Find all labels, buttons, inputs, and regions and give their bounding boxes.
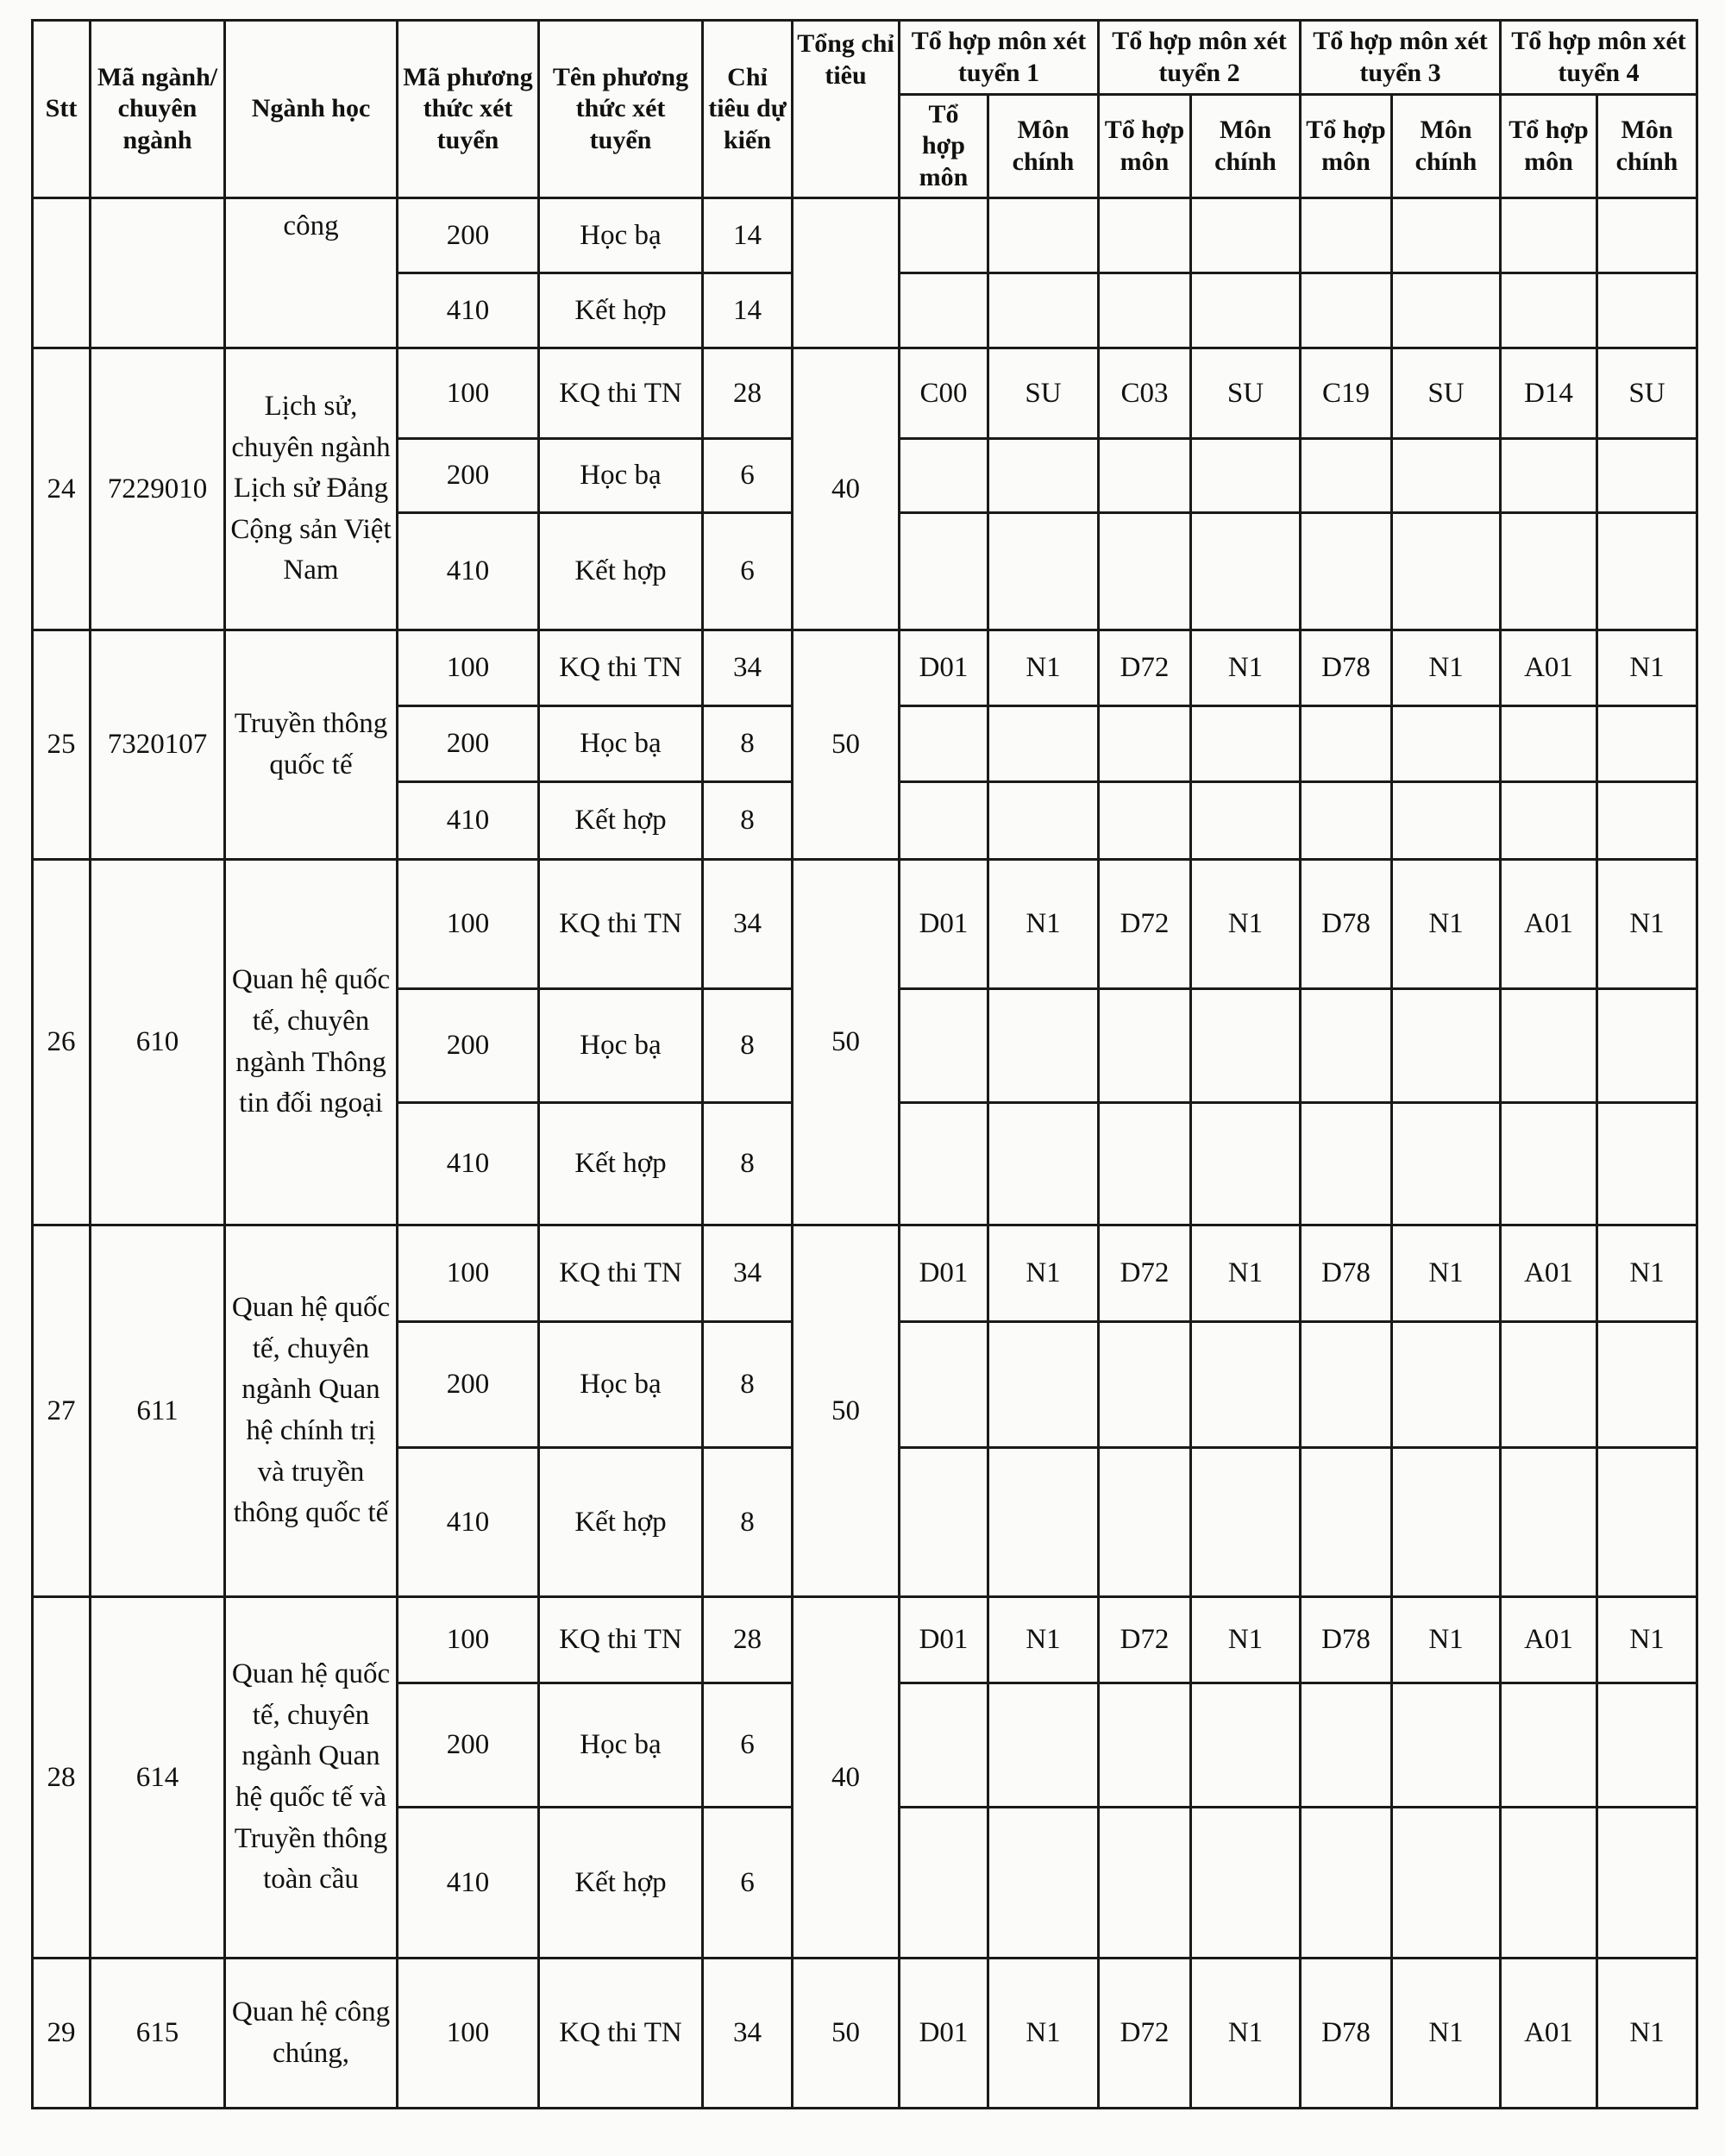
combo-cell: C03 <box>1099 348 1191 439</box>
header-to-hop-mon: Tổ hợp môn <box>1099 95 1191 198</box>
method-name-cell: Kết hợp <box>539 273 703 348</box>
method-name-cell: Kết hợp <box>539 513 703 630</box>
total-cell: 50 <box>793 860 900 1225</box>
combo-cell: A01 <box>1501 1597 1597 1683</box>
combo-cell: D78 <box>1301 860 1392 989</box>
main-subject-cell: N1 <box>988 860 1099 989</box>
method-code-cell: 200 <box>398 1322 539 1448</box>
quota-cell: 14 <box>703 198 793 273</box>
method-name-cell: KQ thi TN <box>539 1959 703 2109</box>
stt-cell: 28 <box>33 1597 91 1959</box>
combo-cell: D78 <box>1301 1225 1392 1322</box>
combo-cell: D78 <box>1301 630 1392 706</box>
table-row <box>33 1959 1697 2109</box>
header-tong-chi-tieu: Tổng chỉ tiêu <box>793 21 900 198</box>
stt-cell <box>33 198 91 348</box>
method-code-cell: 100 <box>398 348 539 439</box>
table-row <box>33 348 1697 439</box>
quota-cell: 28 <box>703 348 793 439</box>
header-mon-chinh: Môn chính <box>1392 95 1501 198</box>
header-nganh-hoc: Ngành học <box>225 21 398 198</box>
method-name-cell: KQ thi TN <box>539 1225 703 1322</box>
header-stt: Stt <box>33 21 91 198</box>
major-cell: Truyền thông quốc tế <box>225 630 398 860</box>
quota-cell: 8 <box>703 1448 793 1597</box>
code-cell <box>91 198 225 348</box>
quota-cell: 8 <box>703 706 793 782</box>
main-subject-cell: SU <box>988 348 1099 439</box>
combo-cell: D72 <box>1099 1225 1191 1322</box>
combo-cell: D78 <box>1301 1959 1392 2109</box>
main-subject-cell: N1 <box>1191 1597 1301 1683</box>
table-row <box>33 1597 1697 1683</box>
header-mon-chinh: Môn chính <box>1597 95 1697 198</box>
header-to-hop-mon: Tổ hợp môn <box>1301 95 1392 198</box>
header-to-hop-mon: Tổ hợp môn <box>900 95 988 198</box>
method-name-cell: KQ thi TN <box>539 1597 703 1683</box>
main-subject-cell: N1 <box>988 1959 1099 2109</box>
header-ten-phuong-thuc: Tên phương thức xét tuyển <box>539 21 703 198</box>
method-name-cell: Kết hợp <box>539 1808 703 1959</box>
quota-cell: 34 <box>703 630 793 706</box>
combo-cell: D01 <box>900 630 988 706</box>
combo-cell: A01 <box>1501 1225 1597 1322</box>
code-cell: 610 <box>91 860 225 1225</box>
main-subject-cell: N1 <box>988 1225 1099 1322</box>
header-mon-chinh: Môn chính <box>1191 95 1301 198</box>
admission-table <box>31 19 1698 2109</box>
method-code-cell: 200 <box>398 198 539 273</box>
method-name-cell: Kết hợp <box>539 1103 703 1225</box>
main-subject-cell: N1 <box>1392 1597 1501 1683</box>
method-code-cell: 410 <box>398 1103 539 1225</box>
method-name-cell: Học bạ <box>539 1683 703 1808</box>
quota-cell: 34 <box>703 1225 793 1322</box>
method-name-cell: KQ thi TN <box>539 860 703 989</box>
code-cell: 7229010 <box>91 348 225 630</box>
header-ma-nganh: Mã ngành/ chuyên ngành <box>91 21 225 198</box>
header-to-hop-mon: Tổ hợp môn <box>1501 95 1597 198</box>
method-code-cell: 410 <box>398 1808 539 1959</box>
quota-cell: 8 <box>703 782 793 860</box>
combo-cell: D14 <box>1501 348 1597 439</box>
main-subject-cell: N1 <box>988 630 1099 706</box>
combo-cell: D01 <box>900 1597 988 1683</box>
main-subject-cell: SU <box>1597 348 1697 439</box>
stt-cell: 24 <box>33 348 91 630</box>
table-row <box>33 860 1697 989</box>
main-subject-cell: N1 <box>1191 1959 1301 2109</box>
header-group-2: Tổ hợp môn xét tuyển 2 <box>1099 21 1301 95</box>
main-subject-cell: N1 <box>1392 860 1501 989</box>
total-cell: 40 <box>793 1597 900 1959</box>
quota-cell: 34 <box>703 1959 793 2109</box>
method-name-cell: Học bạ <box>539 706 703 782</box>
method-name-cell: Học bạ <box>539 1322 703 1448</box>
code-cell: 7320107 <box>91 630 225 860</box>
header-group-1: Tổ hợp môn xét tuyển 1 <box>900 21 1099 95</box>
total-cell: 50 <box>793 1959 900 2109</box>
combo-cell: A01 <box>1501 1959 1597 2109</box>
header-mon-chinh: Môn chính <box>988 95 1099 198</box>
stt-cell: 26 <box>33 860 91 1225</box>
main-subject-cell: SU <box>1392 348 1501 439</box>
combo-cell: C19 <box>1301 348 1392 439</box>
main-subject-cell: N1 <box>1597 860 1697 989</box>
code-cell: 611 <box>91 1225 225 1597</box>
code-cell: 614 <box>91 1597 225 1959</box>
major-cell: Quan hệ quốc tế, chuyên ngành Quan hệ quốc tế và Truyền thông toàn cầu <box>225 1597 398 1959</box>
total-cell: 50 <box>793 630 900 860</box>
header-chi-tieu-du-kien: Chỉ tiêu dự kiến <box>703 21 793 198</box>
combo-cell: D72 <box>1099 1597 1191 1683</box>
total-cell: 40 <box>793 348 900 630</box>
main-subject-cell: N1 <box>1392 1959 1501 2109</box>
combo-cell: D01 <box>900 860 988 989</box>
stt-cell: 25 <box>33 630 91 860</box>
method-code-cell: 410 <box>398 273 539 348</box>
method-code-cell: 100 <box>398 860 539 989</box>
main-subject-cell: SU <box>1191 348 1301 439</box>
method-name-cell: Kết hợp <box>539 1448 703 1597</box>
main-subject-cell: N1 <box>1191 1225 1301 1322</box>
quota-cell: 8 <box>703 1322 793 1448</box>
major-cell: công <box>225 198 398 348</box>
combo-cell: D72 <box>1099 1959 1191 2109</box>
header-group-4: Tổ hợp môn xét tuyển 4 <box>1501 21 1697 95</box>
combo-cell: A01 <box>1501 860 1597 989</box>
quota-cell: 8 <box>703 1103 793 1225</box>
method-code-cell: 100 <box>398 1597 539 1683</box>
combo-cell: D01 <box>900 1225 988 1322</box>
main-subject-cell: N1 <box>1597 630 1697 706</box>
combo-cell: C00 <box>900 348 988 439</box>
major-cell: Lịch sử, chuyên ngành Lịch sử Đảng Cộng sản Việt Nam <box>225 348 398 630</box>
method-code-cell: 410 <box>398 782 539 860</box>
quota-cell: 34 <box>703 860 793 989</box>
method-code-cell: 200 <box>398 706 539 782</box>
combo-cell: D78 <box>1301 1597 1392 1683</box>
method-code-cell: 100 <box>398 630 539 706</box>
main-subject-cell: N1 <box>1597 1225 1697 1322</box>
method-code-cell: 200 <box>398 439 539 513</box>
main-subject-cell: N1 <box>1392 1225 1501 1322</box>
code-cell: 615 <box>91 1959 225 2109</box>
major-cell: Quan hệ quốc tế, chuyên ngành Quan hệ chính trị và truyền thông quốc tế <box>225 1225 398 1597</box>
main-subject-cell: N1 <box>1191 630 1301 706</box>
combo-cell: A01 <box>1501 630 1597 706</box>
method-name-cell: KQ thi TN <box>539 630 703 706</box>
header-row-top <box>33 21 1697 95</box>
major-cell: Quan hệ quốc tế, chuyên ngành Thông tin đối ngoại <box>225 860 398 1225</box>
header-group-3: Tổ hợp môn xét tuyển 3 <box>1301 21 1501 95</box>
quota-cell: 8 <box>703 989 793 1103</box>
method-code-cell: 410 <box>398 513 539 630</box>
method-code-cell: 200 <box>398 1683 539 1808</box>
method-code-cell: 100 <box>398 1959 539 2109</box>
major-cell: Quan hệ công chúng, <box>225 1959 398 2109</box>
method-name-cell: KQ thi TN <box>539 348 703 439</box>
table-row <box>33 630 1697 706</box>
total-cell: 50 <box>793 1225 900 1597</box>
main-subject-cell: N1 <box>1597 1597 1697 1683</box>
quota-cell: 28 <box>703 1597 793 1683</box>
header-ma-phuong-thuc: Mã phương thức xét tuyển <box>398 21 539 198</box>
table-row <box>33 198 1697 273</box>
table-row <box>33 1225 1697 1322</box>
method-code-cell: 200 <box>398 989 539 1103</box>
method-code-cell: 410 <box>398 1448 539 1597</box>
combo-cell: D72 <box>1099 860 1191 989</box>
combo-cell: D72 <box>1099 630 1191 706</box>
quota-cell: 6 <box>703 513 793 630</box>
quota-cell: 6 <box>703 1808 793 1959</box>
stt-cell: 29 <box>33 1959 91 2109</box>
method-code-cell: 100 <box>398 1225 539 1322</box>
method-name-cell: Học bạ <box>539 989 703 1103</box>
combo-cell: D01 <box>900 1959 988 2109</box>
main-subject-cell: N1 <box>1392 630 1501 706</box>
method-name-cell: Học bạ <box>539 439 703 513</box>
total-cell <box>793 198 900 348</box>
main-subject-cell: N1 <box>1597 1959 1697 2109</box>
quota-cell: 6 <box>703 439 793 513</box>
quota-cell: 6 <box>703 1683 793 1808</box>
method-name-cell: Học bạ <box>539 198 703 273</box>
main-subject-cell: N1 <box>988 1597 1099 1683</box>
stt-cell: 27 <box>33 1225 91 1597</box>
quota-cell: 14 <box>703 273 793 348</box>
method-name-cell: Kết hợp <box>539 782 703 860</box>
main-subject-cell: N1 <box>1191 860 1301 989</box>
